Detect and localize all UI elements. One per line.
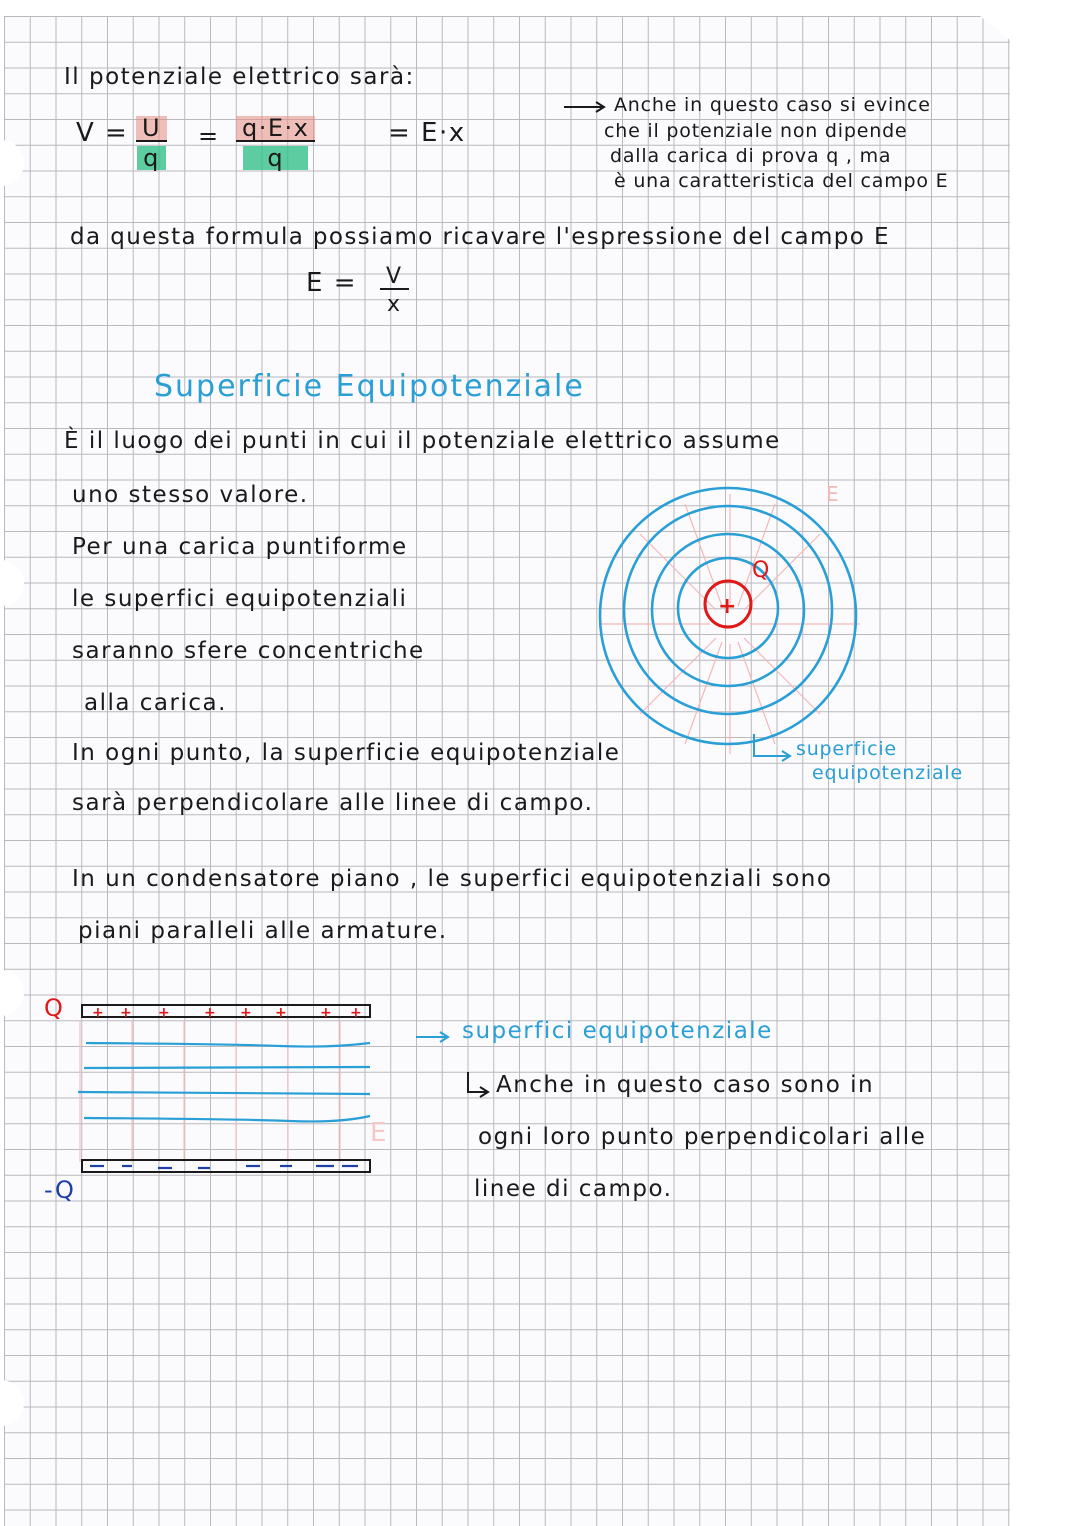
fraction-numerator: V bbox=[380, 266, 409, 290]
fraction-v-over-x bbox=[380, 266, 409, 316]
perpendicular-line: In ogni punto, la superficie equipotenziale bbox=[72, 740, 621, 766]
fraction-u-over-q bbox=[136, 116, 167, 170]
svg-text:+: + bbox=[120, 1005, 132, 1021]
pointer-arrow-icon bbox=[464, 1070, 500, 1100]
pointer-arrow-icon bbox=[752, 732, 802, 766]
definition-line: È il luogo dei punti in cui il potenziale elettrico assume bbox=[64, 428, 781, 454]
negative-charge-label: -Q bbox=[44, 1176, 76, 1204]
point-charge-line: saranno sfere concentriche bbox=[72, 638, 425, 664]
capacitor-line: piani paralleli alle armature. bbox=[78, 918, 448, 944]
positive-charge-label: Q bbox=[44, 994, 65, 1022]
plus-signs bbox=[92, 1005, 362, 1021]
note-line: che il potenziale non dipende bbox=[604, 120, 908, 142]
field-label: E bbox=[370, 1118, 388, 1148]
svg-text:+: + bbox=[350, 1005, 362, 1021]
charge-sign: + bbox=[718, 594, 738, 619]
diagram1-caption: equipotenziale bbox=[812, 762, 964, 784]
note-line: Anche in questo caso si evince bbox=[614, 94, 931, 116]
charge-label: Q bbox=[752, 558, 771, 583]
field-formula-lhs: E = bbox=[306, 268, 357, 298]
note-line: dalla carica di prova q , ma bbox=[610, 145, 892, 167]
fraction-numerator: U bbox=[136, 116, 167, 142]
arrow-icon bbox=[562, 100, 612, 114]
capacitor-line: In un condensatore piano , le superfici equipotenziali sono bbox=[72, 866, 833, 892]
formula-result: = E·x bbox=[388, 118, 466, 148]
section-title: Superficie Equipotenziale bbox=[154, 369, 585, 404]
perpendicular-line: sarà perpendicolare alle linee di campo. bbox=[72, 790, 594, 816]
svg-text:+: + bbox=[275, 1005, 287, 1021]
point-charge-diagram bbox=[590, 484, 870, 764]
note-line: è una caratteristica del campo E bbox=[614, 170, 949, 192]
svg-text:+: + bbox=[320, 1005, 332, 1021]
fraction-denominator: q bbox=[137, 146, 166, 170]
svg-text:+: + bbox=[240, 1005, 252, 1021]
svg-text:+: + bbox=[158, 1005, 170, 1021]
equals-sign: = bbox=[198, 122, 220, 150]
derive-line: da questa formula possiamo ricavare l'espressione del campo E bbox=[70, 224, 890, 250]
punch-hole bbox=[0, 140, 24, 186]
equipotential-planes bbox=[78, 1043, 370, 1121]
fraction-numerator: q·E·x bbox=[236, 116, 315, 142]
fraction-qex-over-q bbox=[236, 116, 315, 170]
intro-line: Il potenziale elettrico sarà: bbox=[64, 64, 415, 90]
punch-hole bbox=[0, 970, 24, 1016]
punch-hole bbox=[0, 560, 24, 606]
svg-text:+: + bbox=[92, 1005, 104, 1021]
field-lines bbox=[80, 1020, 340, 1162]
point-charge-line: Per una carica puntiforme bbox=[72, 534, 408, 560]
capacitor-diagram bbox=[80, 1000, 380, 1180]
diagram2-note: linee di campo. bbox=[474, 1176, 673, 1202]
fraction-denominator: x bbox=[387, 292, 402, 317]
definition-line: uno stesso valore. bbox=[72, 482, 309, 508]
point-charge-line: alla carica. bbox=[84, 690, 227, 716]
arrow-icon bbox=[414, 1030, 458, 1044]
diagram1-caption: superficie bbox=[796, 738, 897, 760]
diagram2-caption: superfici equipotenziale bbox=[462, 1018, 773, 1044]
formula-lhs: V = bbox=[76, 118, 129, 148]
minus-signs bbox=[90, 1166, 358, 1168]
point-charge-line: le superfici equipotenziali bbox=[72, 586, 408, 612]
svg-text:+: + bbox=[204, 1005, 216, 1021]
field-label: E bbox=[826, 482, 841, 506]
diagram2-note: ogni loro punto perpendicolari alle bbox=[478, 1124, 927, 1150]
diagram2-note: Anche in questo caso sono in bbox=[496, 1072, 875, 1098]
punch-hole bbox=[0, 1380, 24, 1426]
fraction-denominator: q bbox=[243, 146, 308, 170]
